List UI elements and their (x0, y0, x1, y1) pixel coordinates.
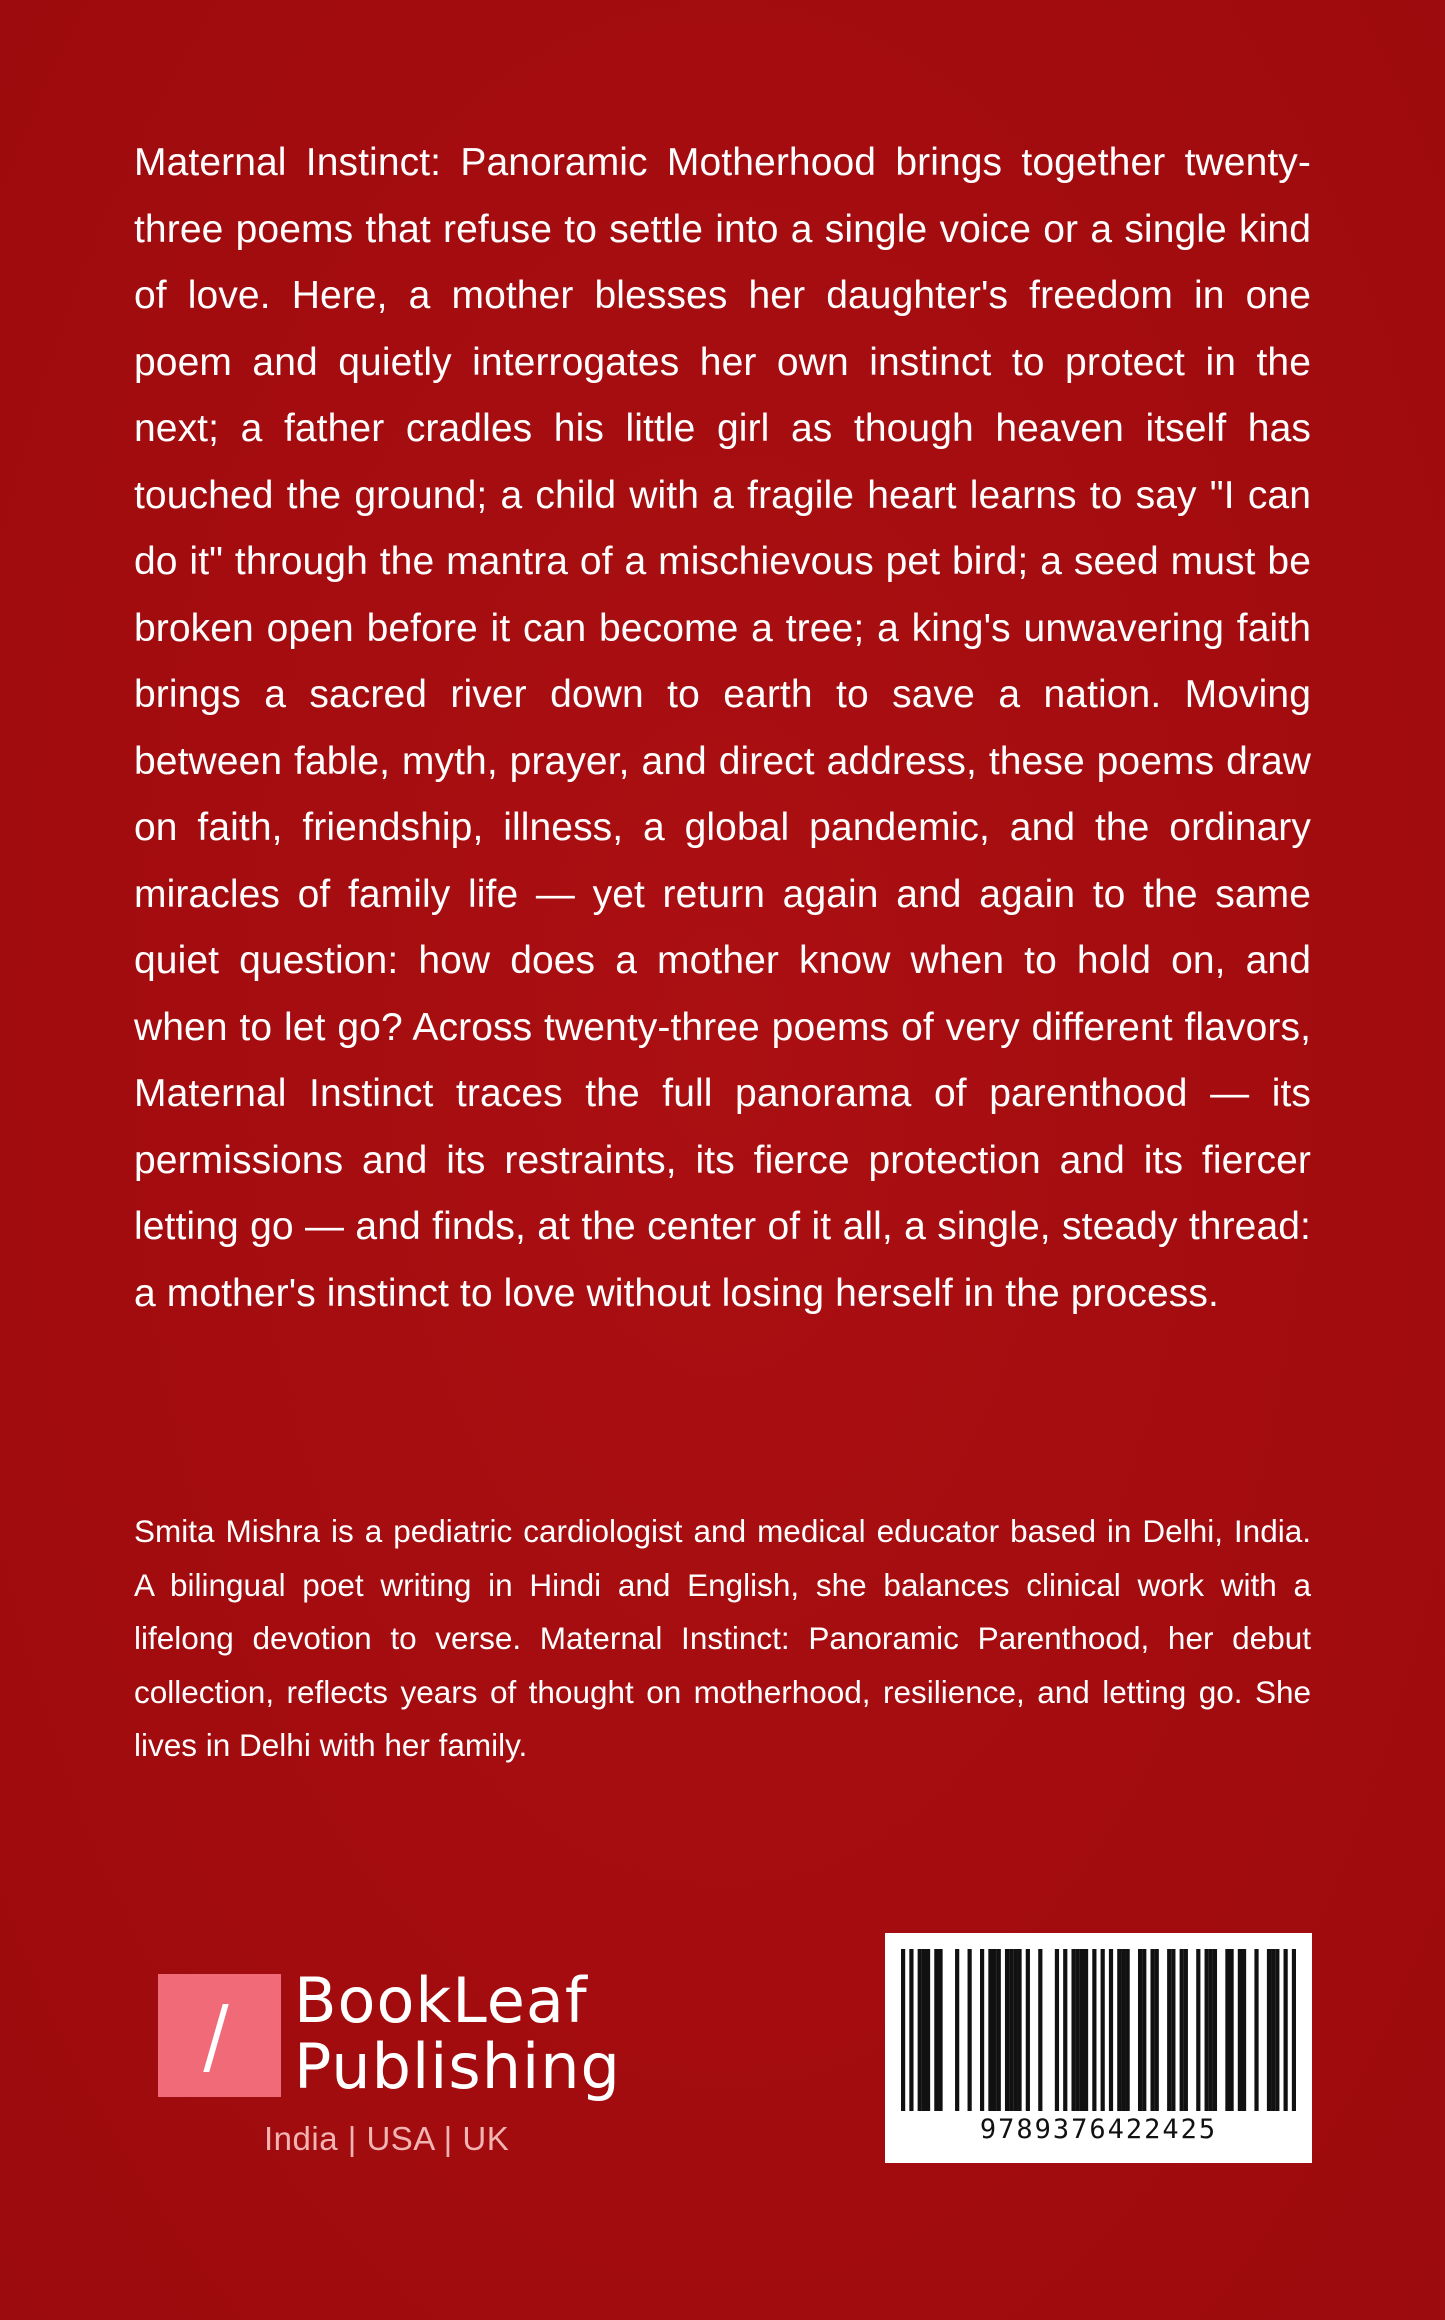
barcode-bar (934, 1949, 938, 2111)
barcode-bar (1150, 1949, 1154, 2111)
barcode-bar (1155, 1949, 1159, 2111)
barcode-bar (992, 1949, 996, 2111)
barcode-bar (918, 1949, 922, 2111)
barcode-bar (1142, 1949, 1146, 2111)
barcode-bar (1292, 1949, 1296, 2111)
leaf-slash-icon (158, 1974, 281, 2097)
barcode-bar (1017, 1949, 1021, 2111)
isbn-barcode (885, 1933, 1312, 2163)
publisher-regions: India | USA | UK (264, 2120, 510, 2157)
barcode-bar (1167, 1949, 1171, 2111)
barcode-bar (1242, 1949, 1246, 2111)
publisher-logo (158, 1964, 621, 2157)
barcode-bar (1109, 1949, 1113, 2111)
barcode-bar (1063, 1949, 1067, 2111)
barcode-bar (1213, 1949, 1217, 2111)
barcode-bar (997, 1949, 1001, 2111)
barcode-bar (1171, 1949, 1175, 2111)
barcode-bar (1138, 1949, 1142, 2111)
isbn-number: 9789376422425 (979, 2114, 1218, 2145)
barcode-bar (909, 1949, 913, 2111)
barcode-bar (1084, 1949, 1088, 2111)
barcode-bar (1038, 1949, 1042, 2111)
publisher-name-line1: BookLeaf (294, 1964, 588, 2037)
barcode-bar (1080, 1949, 1084, 2111)
barcode-bar (901, 1949, 905, 2111)
barcode-bar (1101, 1949, 1105, 2111)
barcode-bar (1005, 1949, 1009, 2111)
barcode-bar (1267, 1949, 1271, 2111)
barcode-bar (1209, 1949, 1213, 2111)
book-blurb: Maternal Instinct: Panoramic Motherhood brings together twenty-three poems that refuse to settle into a single voice or a single kind of love. Here, a mother blesses her daughter's freedom in one poem and quietly interrogates her own instinct to protect in the next; a father cradles his little girl as though heaven itself has touched the ground; a child with a fragile heart learns to say "I can do it" through the mantra of a mischievous pet bird; a seed must be broken open before it can become a tree; a king's unwavering faith brings a sacred river down to earth to save a nation. Moving between fable, myth, prayer, and direct address, these poems draw on faith, friendship, illness, a global pandemic, and the ordinary miracles of family life — yet return again and again to the same quiet question: how does a mother know when to hold on, and when to let go? Across twenty-three poems of very different flavors, Maternal Instinct traces the full panorama of parenthood — its permissions and its restraints, its fierce protection and its fiercer letting go — and finds, at the center of it all, a single, steady thread: a mother's instinct to love without losing herself in the process. (134, 141, 1311, 1315)
barcode-bar (1229, 1949, 1233, 2111)
barcode-bar (1071, 1949, 1075, 2111)
barcode-bars-graphic (901, 1949, 1296, 2111)
barcode-bar (1092, 1949, 1096, 2111)
barcode-bar (968, 1949, 972, 2111)
barcode-bar (1254, 1949, 1258, 2111)
barcode-bar (1205, 1949, 1209, 2111)
barcode-bar (1196, 1949, 1200, 2111)
barcode-bar (980, 1949, 984, 2111)
barcode-bar (1225, 1949, 1229, 2111)
barcode-bar (1238, 1949, 1242, 2111)
barcode-bar (1076, 1949, 1080, 2111)
barcode-bar (938, 1949, 942, 2111)
barcode-bar (1271, 1949, 1275, 2111)
barcode-bar (922, 1949, 926, 2111)
barcode-bar (926, 1949, 930, 2111)
barcode-bar (1275, 1949, 1279, 2111)
barcode-bar (988, 1949, 992, 2111)
barcode-bar (1184, 1949, 1188, 2111)
barcode-bar (1009, 1949, 1013, 2111)
barcode-bar (955, 1949, 959, 2111)
barcode-bar (1117, 1949, 1121, 2111)
barcode-bar (1121, 1949, 1125, 2111)
barcode-bar (1284, 1949, 1288, 2111)
barcode-bar (1126, 1949, 1130, 2111)
publisher-name-line2: Publishing (294, 2030, 621, 2103)
barcode-bar (1180, 1949, 1184, 2111)
barcode-bar (1013, 1949, 1017, 2111)
barcode-bar (1055, 1949, 1059, 2111)
author-bio: Smita Mishra is a pediatric cardiologist and medical educator based in Delhi, India. A bilingual poet writing in Hindi and English, she balances clinical work with a lifelong devotion to verse. Maternal Instinct: Panoramic Parenthood, her debut collection, reflects years of thought on motherhood, resilience, and letting go. She lives in Delhi with her family. (134, 1513, 1311, 1763)
barcode-bar (1026, 1949, 1030, 2111)
